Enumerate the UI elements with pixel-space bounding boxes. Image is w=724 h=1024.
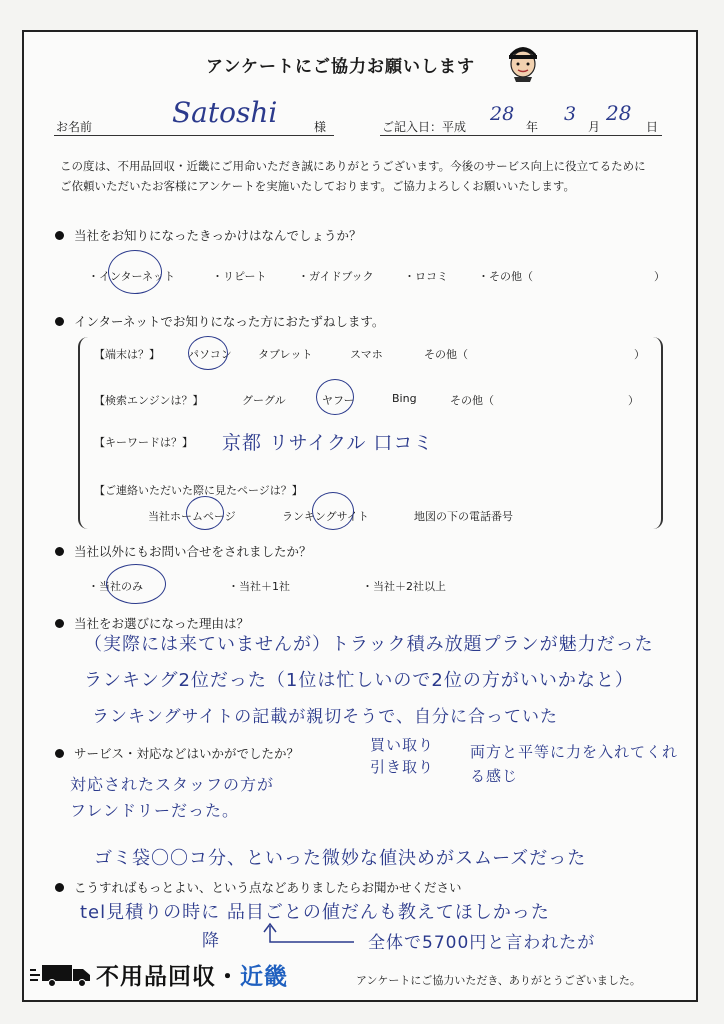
name-underline — [54, 135, 334, 136]
logo-accent-text: 近畿 — [240, 964, 288, 990]
q3-option-only-us[interactable]: ・当社のみ — [88, 580, 143, 593]
question-4-text: 当社をお選びになった理由は？ — [74, 616, 250, 631]
q5-answer-line-3: ゴミ袋〇〇コ分、といった微妙な値決めがスムーズだった — [94, 848, 587, 869]
q1-other-close: ） — [654, 270, 665, 283]
device-option-pc[interactable]: パソコン — [188, 348, 232, 361]
q5-answer-side-2: 引き取り — [370, 758, 435, 776]
question-3 — [55, 542, 312, 560]
q1-option-other[interactable]: ・その他（ — [478, 270, 533, 283]
name-label: お名前 — [56, 120, 93, 134]
q6-answer-line-2: 降 — [202, 931, 220, 951]
engine-option-google[interactable]: グーグル — [242, 394, 286, 407]
q5-answer-line-2: フレンドリーだった。 — [70, 801, 239, 820]
question-2 — [55, 312, 384, 330]
question-2-text: インターネットでお知りになった方におたずねします。 — [74, 314, 385, 329]
thanks-message: アンケートにご協力いただき、ありがとうございました。 — [356, 974, 641, 987]
engine-option-other[interactable]: その他（ — [450, 394, 494, 407]
q3-option-plus-one[interactable]: ・当社＋1社 — [228, 580, 290, 593]
page-option-map-phone[interactable]: 地図の下の電話番号 — [414, 510, 513, 523]
device-option-smartphone[interactable]: スマホ — [350, 348, 383, 361]
answer-circle — [108, 250, 162, 294]
bullet-icon — [55, 883, 64, 892]
name-suffix: 様 — [314, 120, 327, 134]
engine-option-bing[interactable]: Bing — [392, 392, 417, 405]
keyword-answer: 京都 リサイクル 口コミ — [222, 432, 434, 454]
q3-option-plus-two[interactable]: ・当社＋2社以上 — [362, 580, 446, 593]
q4-answer-line-3: ランキングサイトの記載が親切そうで、自分に合っていた — [92, 707, 558, 727]
device-option-other[interactable]: その他（ — [424, 348, 468, 361]
answer-circle — [106, 564, 166, 604]
device-option-tablet[interactable]: タブレット — [258, 348, 313, 361]
q6-answer-line-3: 全体で5700円と言われたが — [368, 933, 596, 953]
question-5-text: サービス・対応などはいかがでしたか？ — [74, 746, 300, 761]
question-6-text: こうすればもっとよい、という点などありましたらお聞かせください — [74, 880, 462, 895]
answer-circle — [316, 379, 354, 415]
q6-answer-line-1: tel見積りの時に 品目ごとの値だんも教えてほしかった — [80, 902, 550, 923]
q4-answer-line-2: ランキング2位だった（1位は忙しいので2位の方がいいかなと） — [84, 670, 634, 691]
insert-arrow-icon — [262, 920, 362, 950]
device-other-close: ） — [634, 348, 645, 361]
bullet-icon — [55, 749, 64, 758]
company-logo — [30, 958, 288, 991]
device-label: 【端末は？】 — [94, 348, 160, 361]
q1-option-reviews[interactable]: ・ロコミ — [404, 270, 448, 283]
engine-other-close: ） — [628, 394, 639, 407]
page-option-ranking[interactable]: ランキングサイト — [282, 510, 369, 523]
question-5 — [55, 744, 299, 762]
question-3-text: 当社以外にもお問い合せをされましたか？ — [74, 544, 312, 559]
intro-line-1: この度は、不用品回収・近畿にご用命いただき誠にありがとうございます。今後のサービス向上に役立てるために — [60, 159, 646, 173]
date-year-unit: 年 — [526, 120, 539, 134]
date-month: 3 — [564, 103, 577, 125]
answer-circle — [312, 492, 354, 530]
bullet-icon — [55, 317, 64, 326]
logo-main-text: 不用品回収・ — [96, 964, 240, 990]
bullet-icon — [55, 547, 64, 556]
q1-option-repeat[interactable]: ・リピート — [212, 270, 267, 283]
q1-option-guidebook[interactable]: ・ガイドブック — [298, 270, 374, 283]
survey-title: アンケートにご協力お願いします — [206, 57, 475, 77]
bullet-icon — [55, 231, 64, 240]
q4-answer-line-1: （実際には来ていませんが）トラック積み放題プランが魅力だった — [84, 634, 654, 655]
engine-label: 【検索エンジンは？】 — [94, 394, 204, 407]
answer-circle — [186, 496, 224, 530]
engine-option-yahoo[interactable]: ヤフー — [322, 394, 355, 407]
intro-line-2: ご依頼いただいたお客様にアンケートを実施いたしております。ご協力よろしくお願いいたします。 — [60, 179, 575, 193]
question-1 — [55, 226, 362, 244]
q5-answer-side-1: 買い取り — [370, 736, 435, 754]
date-day-unit: 日 — [646, 120, 659, 134]
page-label: 【ご連絡いただいた際に見たページは？】 — [94, 484, 303, 497]
truck-icon — [30, 963, 92, 987]
q5-answer-line-1: 対応されたスタッフの方が — [70, 775, 275, 794]
question-1-text: 当社をお知りになったきっかけはなんでしょうか？ — [74, 228, 362, 243]
mascot-icon — [506, 42, 540, 82]
date-month-unit: 月 — [588, 120, 601, 134]
date-year: 28 — [490, 103, 515, 125]
q5-answer-side-3: 両方と平等に力を入れてくれる感じ — [470, 743, 679, 785]
page-option-homepage[interactable]: 当社ホームページ — [148, 510, 236, 523]
q1-option-internet[interactable]: ・インターネット — [88, 270, 176, 283]
date-underline — [380, 135, 662, 136]
date-day: 28 — [606, 101, 632, 125]
keyword-label: 【キーワードは？】 — [94, 436, 193, 449]
answer-circle — [188, 336, 228, 370]
bullet-icon — [55, 619, 64, 628]
question-6 — [55, 878, 462, 896]
date-label: ご記入日：平成 — [382, 120, 467, 134]
name-value: Satoshi — [172, 96, 278, 129]
